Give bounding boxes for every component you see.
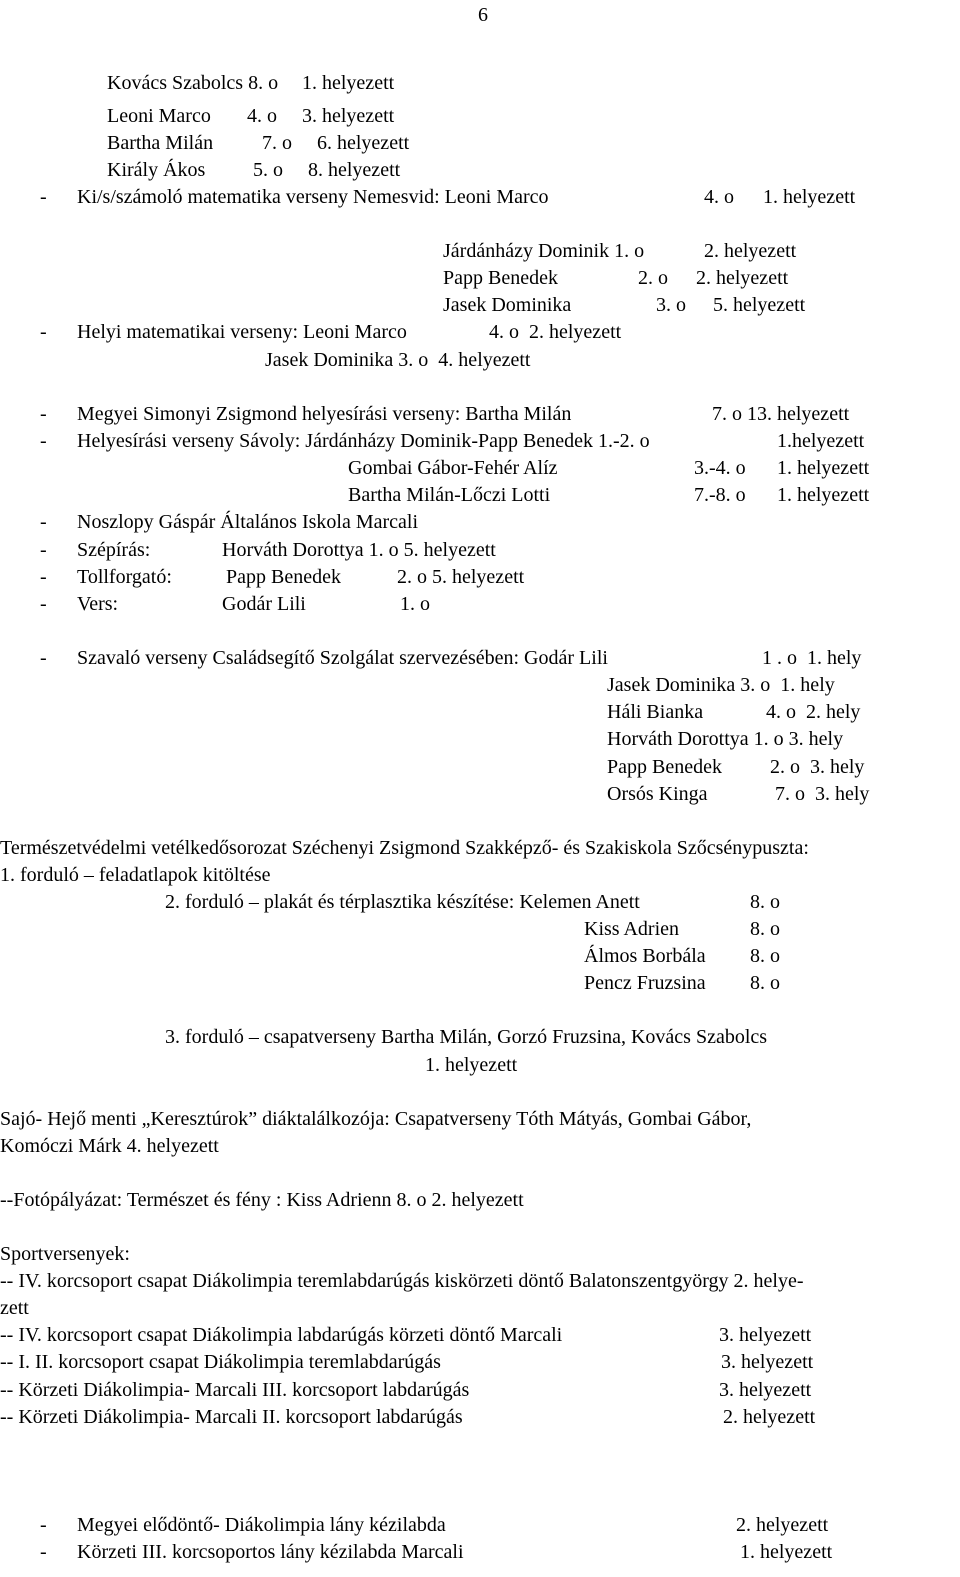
text-line: 7. o bbox=[262, 132, 292, 154]
text-line: Papp Benedek bbox=[226, 566, 341, 588]
text-line: 5. o bbox=[253, 159, 283, 181]
text-line: Természetvédelmi vetélkedősorozat Széchenyi Zsigmond Szakképző- és Szakiskola Szőcsénypuszta: bbox=[0, 837, 809, 859]
text-line: Király Ákos bbox=[107, 159, 206, 181]
text-line: 3. forduló – csapatverseny Bartha Milán, Gorzó Fruzsina, Kovács Szabolcs bbox=[165, 1026, 768, 1048]
text-line: Bartha Milán bbox=[107, 132, 214, 154]
text-line: 3.-4. o bbox=[694, 457, 746, 479]
text-line: Vers: bbox=[77, 593, 119, 615]
text-line: Kovács Szabolcs 8. o bbox=[107, 72, 279, 94]
list-dash: - bbox=[40, 566, 47, 588]
text-line: -- I. II. korcsoport csapat Diákolimpia teremlabdarúgás bbox=[0, 1351, 441, 1373]
text-line: Álmos Borbála bbox=[584, 945, 706, 967]
text-line: 7.-8. o bbox=[694, 484, 746, 506]
text-line: -- Körzeti Diákolimpia- Marcali II. korcsoport labdarúgás bbox=[0, 1406, 463, 1428]
text-line: Szavaló verseny Családsegítő Szolgálat szervezésében: Godár Lili bbox=[77, 647, 608, 669]
list-dash: - bbox=[40, 511, 47, 533]
text-line: Sajó- Hejő menti „Keresztúrok” diáktalálkozója: Csapatverseny Tóth Mátyás, Gombai Gábor, bbox=[0, 1108, 752, 1130]
text-line: 3. helyezett bbox=[719, 1324, 812, 1346]
text-line: Jasek Dominika 3. o 4. helyezett bbox=[265, 349, 531, 371]
text-line: zett bbox=[0, 1297, 29, 1319]
text-line: Megyei Simonyi Zsigmond helyesírási verseny: Bartha Milán bbox=[77, 403, 572, 425]
list-dash: - bbox=[40, 593, 47, 615]
text-line: 6. helyezett bbox=[317, 132, 410, 154]
text-line: 1.helyezett bbox=[777, 430, 865, 452]
text-line: -- Körzeti Diákolimpia- Marcali III. korcsoport labdarúgás bbox=[0, 1379, 470, 1401]
text-line: 2. o bbox=[638, 267, 668, 289]
text-line: Kiss Adrien bbox=[584, 918, 679, 940]
text-line: Ki/s/számoló matematika verseny Nemesvid: Leoni Marco bbox=[77, 186, 549, 208]
text-line: 1. helyezett bbox=[777, 457, 870, 479]
list-dash: - bbox=[40, 1541, 47, 1563]
text-line: Godár Lili bbox=[222, 593, 306, 615]
text-line: 4. o bbox=[704, 186, 734, 208]
text-line: Pencz Fruzsina bbox=[584, 972, 706, 994]
text-line: Horváth Dorottya 1. o 3. hely bbox=[607, 728, 844, 750]
text-line: 3. helyezett bbox=[721, 1351, 814, 1373]
text-line: 1. helyezett bbox=[763, 186, 856, 208]
text-line: 2. helyezett bbox=[704, 240, 797, 262]
list-dash: - bbox=[40, 539, 47, 561]
list-dash: - bbox=[40, 1514, 47, 1536]
text-line: 8. o bbox=[750, 918, 780, 940]
text-line: 4. o 2. helyezett bbox=[489, 321, 622, 343]
text-line: 4. o 2. hely bbox=[766, 701, 861, 723]
text-line: 1. helyezett bbox=[777, 484, 870, 506]
text-line: Jasek Dominika 3. o 1. hely bbox=[607, 674, 835, 696]
text-line: 8. o bbox=[750, 945, 780, 967]
text-line: Papp Benedek bbox=[443, 267, 558, 289]
text-line: Körzeti III. korcsoportos lány kézilabda Marcali bbox=[77, 1541, 464, 1563]
text-line: Leoni Marco bbox=[107, 105, 211, 127]
text-line: Komóczi Márk 4. helyezett bbox=[0, 1135, 219, 1157]
text-line: Orsós Kinga bbox=[607, 783, 708, 805]
text-line: Papp Benedek bbox=[607, 756, 722, 778]
text-line: Tollforgató: bbox=[77, 566, 172, 588]
text-line: 8. o bbox=[750, 972, 780, 994]
list-dash: - bbox=[40, 430, 47, 452]
text-line: Helyi matematikai verseny: Leoni Marco bbox=[77, 321, 407, 343]
page-number: 6 bbox=[478, 4, 488, 26]
text-line: 1. forduló – feladatlapok kitöltése bbox=[0, 864, 271, 886]
section-heading: Sportversenyek: bbox=[0, 1243, 130, 1265]
text-line: 1 . o 1. hely bbox=[762, 647, 862, 669]
text-line: Helyesírási verseny Sávoly: Járdánházy Dominik-Papp Benedek 1.-2. o bbox=[77, 430, 650, 452]
list-dash: - bbox=[40, 647, 47, 669]
text-line: --Fotópályázat: Természet és fény : Kiss Adrienn 8. o 2. helyezett bbox=[0, 1189, 524, 1211]
text-line: 1. helyezett bbox=[425, 1054, 518, 1076]
text-line: 1. o bbox=[400, 593, 430, 615]
text-line: 2. o 5. helyezett bbox=[397, 566, 525, 588]
text-line: Szépírás: bbox=[77, 539, 151, 561]
text-line: 2. helyezett bbox=[723, 1406, 816, 1428]
text-line: Háli Bianka bbox=[607, 701, 704, 723]
text-line: Gombai Gábor-Fehér Alíz bbox=[348, 457, 558, 479]
text-line: 7. o 13. helyezett bbox=[712, 403, 850, 425]
text-line: Megyei elődöntő- Diákolimpia lány kézilabda bbox=[77, 1514, 446, 1536]
text-line: 7. o 3. hely bbox=[775, 783, 870, 805]
text-line: Jasek Dominika bbox=[443, 294, 572, 316]
list-dash: - bbox=[40, 403, 47, 425]
text-line: 8. o bbox=[750, 891, 780, 913]
list-dash: - bbox=[40, 186, 47, 208]
text-line: Bartha Milán-Lőczi Lotti bbox=[348, 484, 551, 506]
text-line: Horváth Dorottya 1. o 5. helyezett bbox=[222, 539, 496, 561]
text-line: 4. o bbox=[247, 105, 277, 127]
list-dash: - bbox=[40, 321, 47, 343]
text-line: 5. helyezett bbox=[713, 294, 806, 316]
text-line: 3. helyezett bbox=[719, 1379, 812, 1401]
text-line: 1. helyezett bbox=[302, 72, 395, 94]
text-line: 8. helyezett bbox=[308, 159, 401, 181]
text-line: 3. helyezett bbox=[302, 105, 395, 127]
text-line: 2. o 3. hely bbox=[770, 756, 865, 778]
text-line: -- IV. korcsoport csapat Diákolimpia labdarúgás körzeti döntő Marcali bbox=[0, 1324, 563, 1346]
text-line: 2. helyezett bbox=[736, 1514, 829, 1536]
text-line: 1. helyezett bbox=[740, 1541, 833, 1563]
text-line: -- IV. korcsoport csapat Diákolimpia teremlabdarúgás kiskörzeti döntő Balatonszentgyörgy 2. helye- bbox=[0, 1270, 804, 1292]
text-line: 2. helyezett bbox=[696, 267, 789, 289]
text-line: Járdánházy Dominik 1. o bbox=[443, 240, 645, 262]
text-line: 2. forduló – plakát és térplasztika készítése: Kelemen Anett bbox=[165, 891, 640, 913]
text-line: Noszlopy Gáspár Általános Iskola Marcali bbox=[77, 511, 419, 533]
text-line: 3. o bbox=[656, 294, 686, 316]
